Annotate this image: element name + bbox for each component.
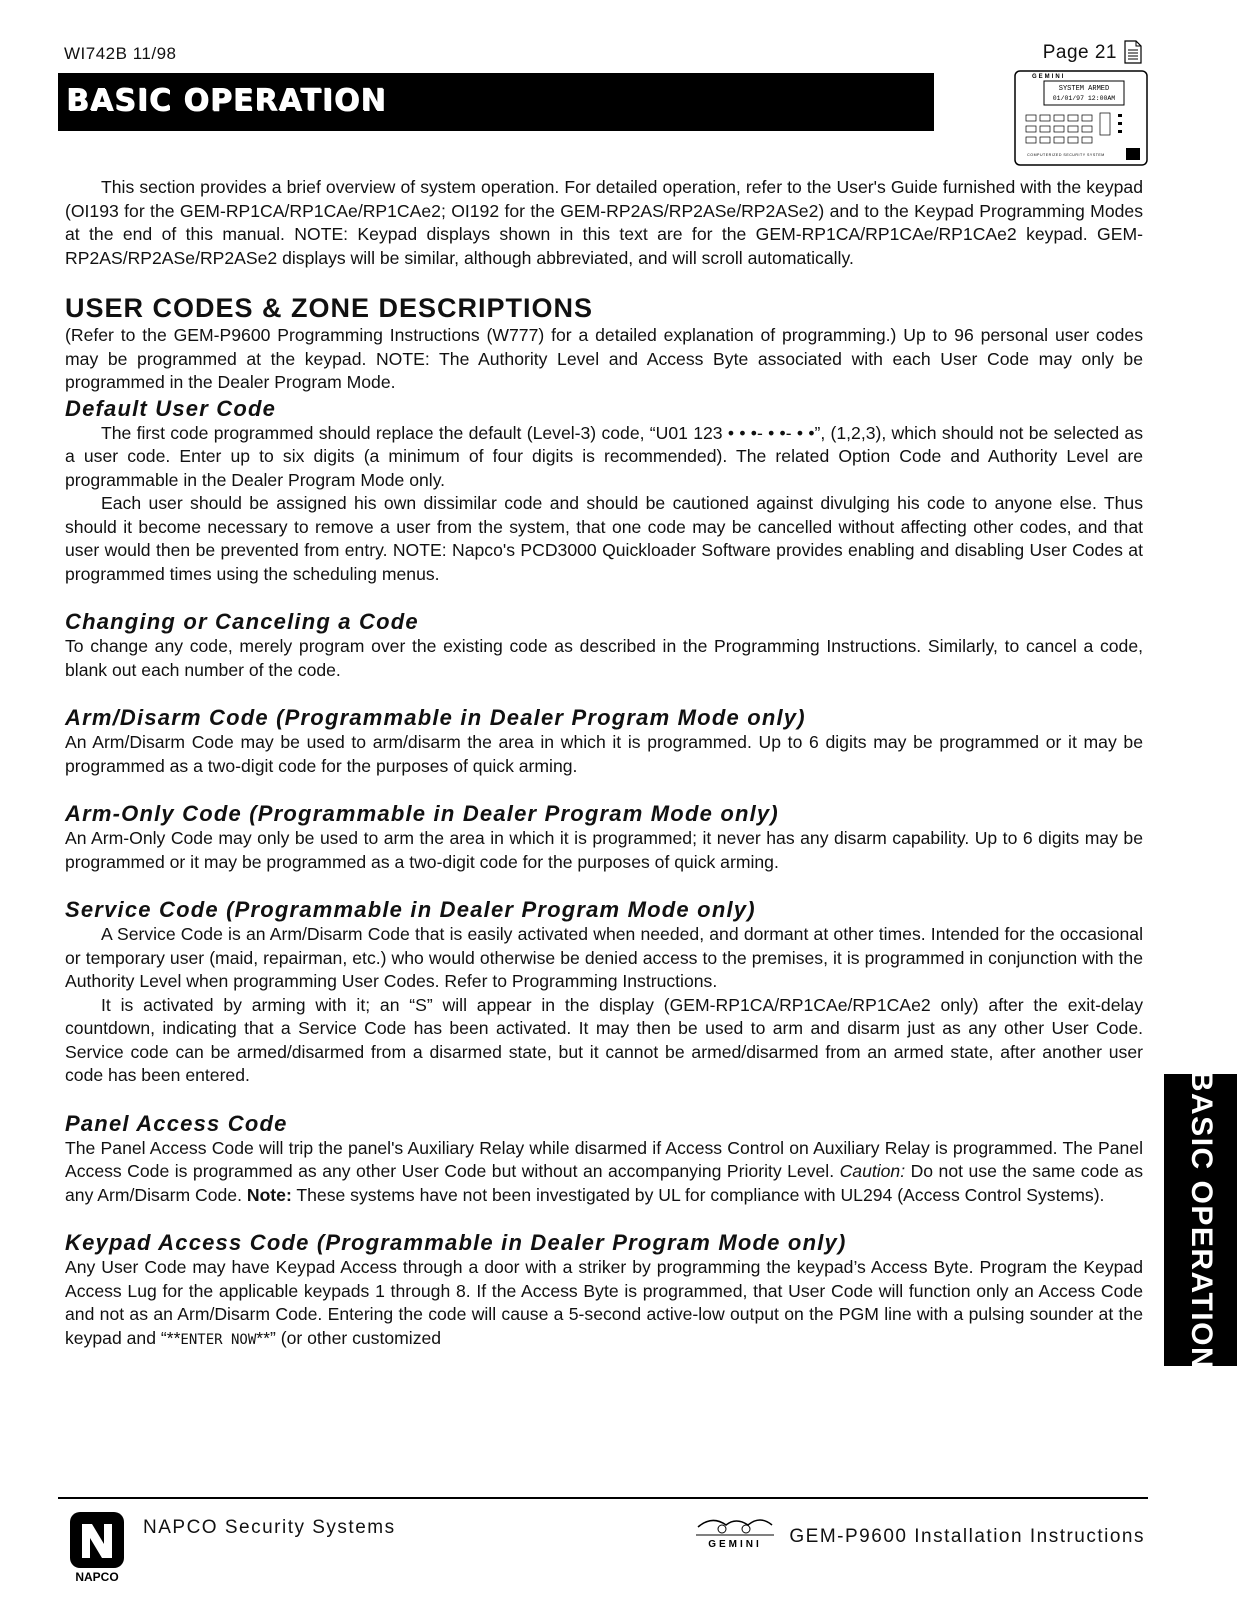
napco-logo-text: NAPCO (75, 1570, 119, 1584)
side-tab-label: BASIC OPERATION (1184, 1069, 1218, 1371)
section-title: BASIC OPERATION (66, 83, 387, 118)
subsection-paragraph: Each user should be assigned his own dissimilar code and should be cautioned against divulging his code to anyone else. Thus should it become necessary to remove a user from the system, that one code may be cancelled without affecting other codes, and that user would then be prevented from entry. NOTE: Napco's PCD3000 Quickloader Software provides enabling and disabling User Codes at programmed times using the scheduling menus. (65, 493, 1143, 584)
keypad-brand: GEMINI (1032, 74, 1066, 80)
subsection-paragraph: It is activated by arming with it; an “S” will appear in the display (GEM-RP1CA/RP1CAe/RP1CAe2 only) after the exit-delay countdown, indicating that a Service Code has been activated. It may then be used to arm and disarm just as any other User Code. Service code can be armed/disarmed from a disarmed state, but it cannot be armed/disarmed from an armed state, after another user code has been entered. (65, 994, 1143, 1085)
document-id: WI742B 11/98 (64, 44, 177, 63)
document-title: GEM-P9600 Installation Instructions (789, 1526, 1145, 1547)
intro-paragraph: This section provides a brief overview of system operation. For detailed operation, refer to the User's Guide furnished with the keypad (OI193 for the GEM-RP1CA/RP1CAe/RP1CAe2; OI192 for the GEM-RP2AS/RP2ASe/RP2ASe2) and to the Keypad Programming Modes at the end of this manual. NOTE: Keypad displays shown in this text are for the GEM-RP1CA/RP1CAe/RP1CAe2 keypad. GEM-RP2AS/RP2ASe/RP2ASe2 displays will be similar, although abbreviated, and will scroll automatically. (65, 177, 1143, 268)
note-label: Note: (246, 1184, 292, 1205)
section-title-bar (58, 73, 934, 131)
subsection-heading: Default User Code (65, 395, 277, 421)
caution-label: Caution: (839, 1161, 906, 1181)
subsection-heading: Panel Access Code (65, 1110, 288, 1136)
napco-logo-icon (68, 1510, 126, 1584)
subsection-paragraph: An Arm/Disarm Code may be used to arm/disarm the area in which it is programmed. Up to 6 digits may be programmed or it may be programmed as a two-digit code for the purposes of quick arming. (65, 732, 1143, 776)
subsection-paragraph: A Service Code is an Arm/Disarm Code that is easily activated when needed, and dormant at other times. Intended for the occasional or temporary user (maid, repairman, etc.) who would otherwise be denied access to the premises, it is programmed in conjunction with the Authority Level when programming User Codes. Refer to Programming Instructions. (65, 924, 1143, 991)
keypad-display-line2: 01/01/97 12:00AM (1052, 95, 1116, 102)
subsection-heading: Service Code (Programmable in Dealer Program Mode only) (65, 897, 756, 922)
subsection-paragraph: The first code programmed should replace the default (Level-3) code, “U01 123 • • •- • •- • •”, (1,2,3), which should not be selected as a user code. Enter up to six digits (a minimum of four digits is recommended). The related Option Code and Authority Level are programmable in the Dealer Program Mode only. (65, 422, 1143, 490)
gemini-logo-icon (692, 1513, 778, 1551)
subsection-paragraph: To change any code, merely program over the existing code as described in the Programming Instructions. Similarly, to cancel a code, blank out each number of the code. (65, 636, 1143, 680)
section-heading: USER CODES & ZONE DESCRIPTIONS (65, 293, 594, 323)
side-tab (1164, 1069, 1237, 1371)
section-intro: (Refer to the GEM-P9600 Programming Instructions (W777) for a detailed explanation of programming.) Up to 96 personal user codes may be programmed at the keypad. NOTE: The Authority Level and Access Byte associated with each User Code may only be programmed in the Dealer Program Mode. (65, 325, 1143, 392)
subsection-paragraph: Any User Code may have Keypad Access through a door with a striker by programming the keypad’s Access Byte. Program the Keypad Access Lug for the applicable keypads 1 through 8. If the Access Byte is programmed, that User Code will function only an Access Code and not as an Arm/Disarm Code. Entering the code will cause a 5-second active-low output on the PGM line with a pulsing sounder at the keypad and “**ENTER NOW**” (or other customized (65, 1257, 1143, 1348)
keypad-display-text: ENTER NOW (180, 1331, 257, 1348)
footer-divider (58, 1497, 1148, 1499)
subsection-heading: Arm/Disarm Code (Programmable in Dealer Program Mode only) (65, 705, 806, 730)
company-name: NAPCO Security Systems (143, 1517, 396, 1538)
page-content (65, 176, 1143, 1352)
subsection-heading: Arm-Only Code (Programmable in Dealer Program Mode only) (65, 801, 779, 826)
keypad-illustration (1014, 70, 1148, 168)
page-number: Page 21 (1042, 42, 1117, 63)
keypad-caption: COMPUTERIZED SECURITY SYSTEM (1027, 153, 1105, 157)
subsection-heading: Keypad Access Code (Programmable in Dealer Program Mode only) (65, 1230, 847, 1255)
page-icon (1124, 40, 1142, 64)
keypad-display-line1: SYSTEM ARMED (1058, 85, 1110, 93)
subsection-paragraph: An Arm-Only Code may only be used to arm the area in which it is programmed; it never has any disarm capability. Up to 6 digits may be programmed or it may be programmed as a two-digit code for the purposes of quick arming. (65, 828, 1143, 872)
subsection-paragraph: The Panel Access Code will trip the panel's Auxiliary Relay while disarmed if Access Control on Auxiliary Relay is programmed. The Panel Access Code is programmed as any other User Code but without an accompanying Priority Level. Caution: Do not use the same code as any Arm/Disarm Code. Note: These systems have not been investigated by UL for compliance with UL294 (Access Control Systems). (65, 1137, 1143, 1205)
subsection-heading: Changing or Canceling a Code (65, 609, 419, 634)
gemini-logo-text: GEMINI (708, 1539, 762, 1550)
